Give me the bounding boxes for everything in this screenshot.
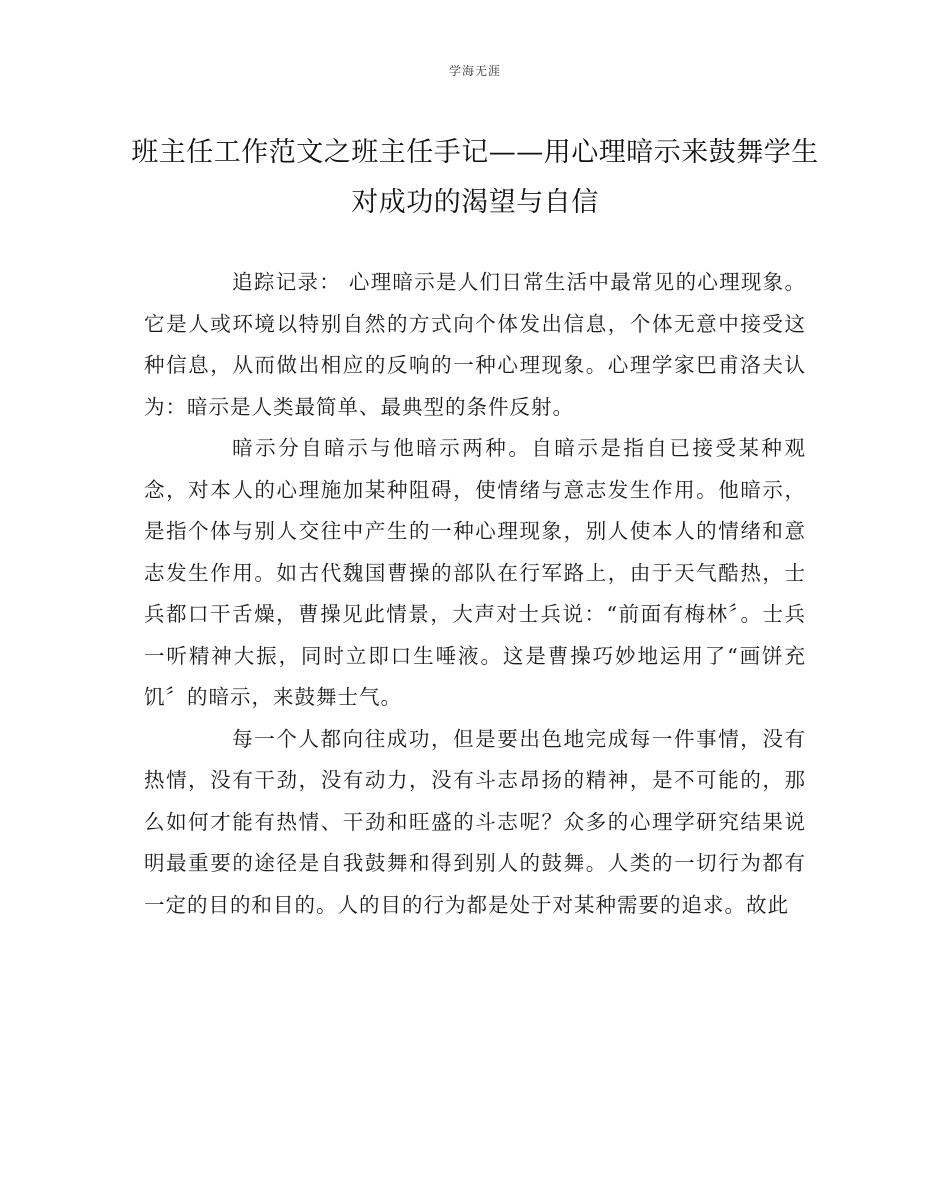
document-body	[144, 262, 806, 926]
paragraph: 暗示分自暗示与他暗示两种。自暗示是指自已接受某种观念，对本人的心理施加某种阻碍，使情绪与意志发生作用。他暗示，是指个体与别人交往中产生的一种心理现象，别人使本人的情绪和意志发生作用。如古代魏国曹操的部队在行军路上，由于天气酷热，士兵都口干舌燥，曹操见此情景，大声对士兵说：“前面有梅林〞。士兵一听精神大振，同时立即口生唾液。这是曹操巧妙地运用了“画饼充饥〞的暗示，来鼓舞士气。	[144, 436, 806, 709]
document-title: 班主任工作范文之班主任手记——用心理暗示来鼓舞学生对成功的渴望与自信	[131, 137, 819, 218]
paragraph: 追踪记录： 心理暗示是人们日常生活中最常见的心理现象。它是人或环境以特别自然的方式向个体发出信息，个体无意中接受这种信息，从而做出相应的反响的一种心理现象。心理学家巴甫洛夫认为：暗示是人类最简单、最典型的条件反射。	[144, 270, 806, 419]
page-header: 学海无涯	[448, 64, 501, 78]
paragraph: 每一个人都向往成功，但是要出色地完成每一件事情，没有热情，没有干劲，没有动力，没有斗志昂扬的精神，是不可能的，那么如何才能有热情、干劲和旺盛的斗志呢？众多的心理学研究结果说明最重要的途径是自我鼓舞和得到别人的鼓舞。人类的一切行为都有一定的目的和目的。人的目的行为都是处于对某种需要的追求。故此	[144, 726, 806, 917]
